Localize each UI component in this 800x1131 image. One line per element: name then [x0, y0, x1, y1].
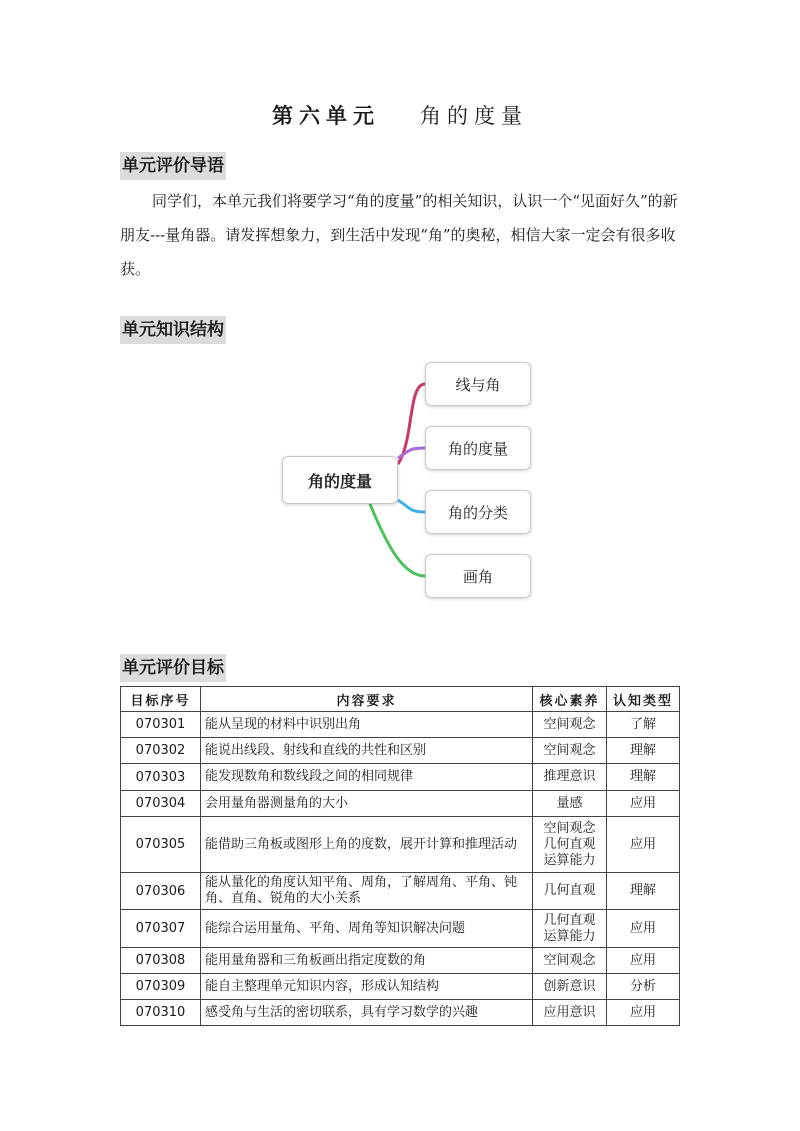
unit-number: 第六单元 [272, 104, 380, 128]
goal-cognition: 理解 [607, 873, 680, 910]
goal-literacy: 应用意识 [533, 1000, 607, 1026]
mindmap-branch-2: 角的度量 [425, 426, 531, 470]
header-code: 目标序号 [121, 687, 201, 712]
goal-literacy: 推理意识 [533, 764, 607, 791]
goal-content: 能综合运用量角、平角、周角等知识解决问题 [201, 910, 533, 948]
goal-content: 能借助三角板或图形上角的度数，展开计算和推理活动 [201, 817, 533, 873]
table-row [121, 791, 680, 817]
mindmap-branch-4: 画角 [425, 554, 531, 598]
goal-content: 会用量角器测量角的大小 [201, 791, 533, 817]
knowledge-mindmap [270, 350, 560, 620]
goal-code: 070302 [121, 738, 201, 764]
goal-content: 能发现数角和数线段之间的相同规律 [201, 764, 533, 791]
table-row [121, 738, 680, 764]
table-row [121, 764, 680, 791]
goal-cognition: 了解 [607, 712, 680, 738]
header-content: 内容要求 [201, 687, 533, 712]
goal-literacy: 空间观念 [533, 738, 607, 764]
goal-cognition: 理解 [607, 738, 680, 764]
table-row [121, 910, 680, 948]
goal-code: 070306 [121, 873, 201, 910]
goal-cognition: 应用 [607, 791, 680, 817]
table-row [121, 873, 680, 910]
goal-code: 070305 [121, 817, 201, 873]
goal-literacy: 创新意识 [533, 974, 607, 1000]
connector-line [398, 384, 425, 464]
connector-line [370, 504, 425, 576]
goal-content: 能用量角器和三角板画出指定度数的角 [201, 948, 533, 974]
goal-cognition: 应用 [607, 1000, 680, 1026]
structure-heading: 单元知识结构 [120, 316, 226, 344]
goal-cognition: 分析 [607, 974, 680, 1000]
table-row [121, 817, 680, 873]
goal-cognition: 应用 [607, 948, 680, 974]
table-header-row [121, 687, 680, 712]
goal-code: 070309 [121, 974, 201, 1000]
goal-code: 070308 [121, 948, 201, 974]
goal-cognition: 应用 [607, 910, 680, 948]
goal-code: 070304 [121, 791, 201, 817]
goals-table [120, 686, 680, 1026]
goal-literacy: 几何直观 运算能力 [533, 910, 607, 948]
connector-line [398, 500, 425, 512]
mindmap-branch-1: 线与角 [425, 362, 531, 406]
goal-literacy: 量感 [533, 791, 607, 817]
page-title [0, 100, 800, 130]
goal-code: 070301 [121, 712, 201, 738]
goal-code: 070310 [121, 1000, 201, 1026]
mindmap-root: 角的度量 [282, 456, 398, 504]
table-row [121, 948, 680, 974]
header-cognition: 认知类型 [607, 687, 680, 712]
goal-content: 能自主整理单元知识内容，形成认知结构 [201, 974, 533, 1000]
table-row [121, 1000, 680, 1026]
goal-cognition: 理解 [607, 764, 680, 791]
goal-literacy: 空间观念 几何直观 运算能力 [533, 817, 607, 873]
goal-literacy: 几何直观 [533, 873, 607, 910]
intro-heading: 单元评价导语 [120, 152, 226, 180]
goal-content: 能说出线段、射线和直线的共性和区别 [201, 738, 533, 764]
goal-code: 070307 [121, 910, 201, 948]
goal-content: 能从呈现的材料中识别出角 [201, 712, 533, 738]
goal-literacy: 空间观念 [533, 712, 607, 738]
table-row [121, 712, 680, 738]
unit-topic: 角的度量 [420, 104, 528, 128]
goal-cognition: 应用 [607, 817, 680, 873]
goal-code: 070303 [121, 764, 201, 791]
goals-heading: 单元评价目标 [120, 654, 226, 682]
header-literacy: 核心素养 [533, 687, 607, 712]
table-row [121, 974, 680, 1000]
goal-content: 能从量化的角度认知平角、周角，了解周角、平角、钝角、直角、锐角的大小关系 [201, 873, 533, 910]
goal-content: 感受角与生活的密切联系，具有学习数学的兴趣 [201, 1000, 533, 1026]
intro-paragraph: 同学们，本单元我们将要学习“角的度量”的相关知识，认识一个“见面好久”的新朋友---量角器。请发挥想象力，到生活中发现“角”的奥秘，相信大家一定会有很多收获。 [120, 192, 678, 278]
mindmap-branch-3: 角的分类 [425, 490, 531, 534]
goal-literacy: 空间观念 [533, 948, 607, 974]
